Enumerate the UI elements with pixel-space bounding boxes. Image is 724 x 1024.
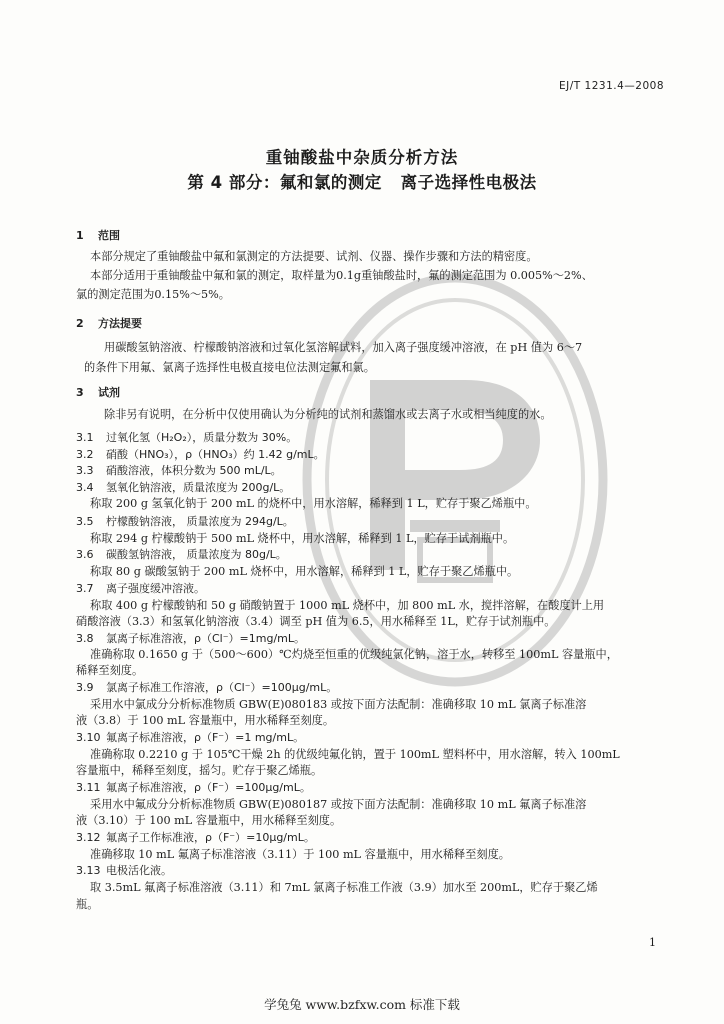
paragraph-line: 称取 400 g 柠檬酸钠和 50 g 硝酸钠置于 1000 mL 烧杯中，加 800 mL 水，搅拌溶解，在酸度计上用	[90, 599, 605, 612]
list-item: 3.12 氟离子工作标准液，ρ（F⁻）=10μg/mL。	[76, 831, 315, 844]
page-number: 1	[649, 936, 656, 949]
section-2-heading	[76, 317, 142, 331]
section-number: 2	[76, 317, 84, 330]
paragraph-line: 的条件下用氟、氯离子选择性电极直接电位法测定氟和氯。	[84, 361, 375, 374]
section-number: 1	[76, 229, 84, 242]
paragraph-line: 称取 80 g 碳酸氢钠于 200 mL 烧杯中，用水溶解，稀释到 1 L，贮存于聚乙烯瓶中。	[90, 565, 519, 578]
list-item: 3.1 过氧化氢（H₂O₂），质量分数为 30%。	[76, 431, 298, 444]
paragraph-line: 取 3.5mL 氟离子标准溶液（3.11）和 7mL 氯离子标准工作液（3.9）加水至 200mL，贮存于聚乙烯	[90, 881, 598, 894]
paragraph-line: 本部分规定了重铀酸盐中氟和氯测定的方法提要、试剂、仪器、操作步骤和方法的精密度。	[90, 250, 538, 263]
list-item: 3.4 氢氧化钠溶液，质量浓度为 200g/L。	[76, 481, 291, 494]
list-item: 3.10 氟离子标准溶液，ρ（F⁻）=1 mg/mL。	[76, 731, 305, 744]
paragraph-line: 称取 294 g 柠檬酸钠于 500 mL 烧杯中，用水溶解，稀释到 1 L，贮存于试剂瓶中。	[90, 532, 515, 545]
section-title: 范围	[98, 229, 120, 242]
list-item: 3.9 氯离子标准工作溶液，ρ（Cl⁻）=100μg/mL。	[76, 681, 338, 694]
list-item: 3.13 电极活化液。	[76, 864, 172, 877]
paragraph-line: 称取 200 g 氢氧化钠于 200 mL 的烧杯中，用水溶解，稀释到 1 L，贮存于聚乙烯瓶中。	[90, 497, 537, 510]
paragraph-line: 用碳酸氢钠溶液、柠檬酸钠溶液和过氧化氢溶解试料，加入离子强度缓冲溶液，在 pH 值为 6～7	[104, 341, 583, 354]
paragraph-line: 采用水中氯成分分析标准物质 GBW(E)080183 或按下面方法配制：准确移取 10 mL 氯离子标准溶	[90, 698, 587, 711]
document-subtitle: 第 4 部分：氟和氯的测定 离子选择性电极法	[187, 173, 537, 192]
section-title: 试剂	[98, 386, 120, 399]
section-3-heading	[76, 386, 120, 400]
paragraph-line: 本部分适用于重铀酸盐中氟和氯的测定，取样量为0.1g重铀酸盐时，氟的测定范围为 0.005%～2%、	[90, 269, 593, 282]
standard-code: EJ/T 1231.4—2008	[559, 80, 664, 92]
section-number: 3	[76, 386, 84, 399]
list-item: 3.6 碳酸氢钠溶液， 质量浓度为 80g/L。	[76, 548, 287, 561]
paragraph-line: 容量瓶中，稀释至刻度，摇匀。贮存于聚乙烯瓶。	[76, 764, 323, 777]
paragraph-line: 稀释至刻度。	[76, 664, 144, 677]
list-item: 3.5 柠檬酸钠溶液， 质量浓度为 294g/L。	[76, 515, 294, 528]
paragraph-line: 液（3.8）于 100 mL 容量瓶中，用水稀释至刻度。	[76, 714, 335, 727]
list-item: 3.11 氟离子标准溶液，ρ（F⁻）=100μg/mL。	[76, 781, 311, 794]
paragraph-line: 准确称取 0.2210 g 于 105℃干燥 2h 的优级纯氟化钠，置于 100mL 塑料杯中，用水溶解，转入 100mL	[90, 748, 620, 761]
paragraph-line: 液（3.10）于 100 mL 容量瓶中，用水稀释至刻度。	[76, 814, 342, 827]
document-title: 重铀酸盐中杂质分析方法	[265, 148, 459, 167]
paragraph-line: 硝酸溶液（3.3）和氢氧化钠溶液（3.4）调至 pH 值为 6.5，用水稀释至 1L，贮存于试剂瓶中。	[76, 615, 556, 628]
paragraph-line: 氯的测定范围为0.15%～5%。	[76, 288, 230, 301]
paragraph-line: 准确称取 0.1650 g 于（500～600）℃灼烧至恒重的优级纯氯化钠，溶于水，转移至 100mL 容量瓶中，	[90, 648, 618, 661]
paragraph-line: 采用水中氟成分分析标准物质 GBW(E)080187 或按下面方法配制：准确移取 10 mL 氟离子标准溶	[90, 798, 587, 811]
section-1-heading	[76, 229, 120, 243]
section-title: 方法提要	[98, 317, 142, 330]
paragraph-line: 准确移取 10 mL 氟离子标准溶液（3.11）于 100 mL 容量瓶中，用水稀释至刻度。	[90, 848, 510, 861]
list-item: 3.3 硝酸溶液，体积分数为 500 mL/L。	[76, 464, 282, 477]
paragraph-line: 除非另有说明，在分析中仅使用确认为分析纯的试剂和蒸馏水或去离子水或相当纯度的水。	[104, 408, 552, 421]
list-item: 3.8 氯离子标准溶液，ρ（Cl⁻）=1mg/mL。	[76, 632, 305, 645]
list-item: 3.2 硝酸（HNO₃），ρ（HNO₃）约 1.42 g/mL。	[76, 448, 325, 461]
footer-watermark-text: 学兔兔 www.bzfxw.com 标准下载	[264, 997, 460, 1012]
list-item: 3.7 离子强度缓冲溶液。	[76, 582, 205, 595]
paragraph-line: 瓶。	[76, 898, 99, 911]
